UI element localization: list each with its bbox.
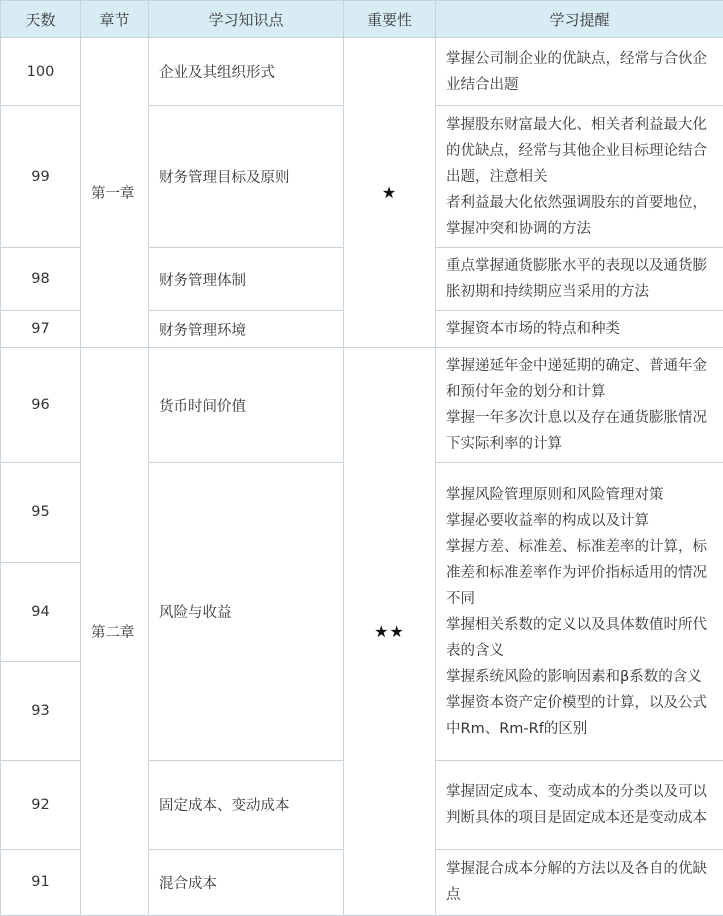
table-row	[1, 38, 723, 106]
tip-line: 掌握风险管理原则和风险管理对策	[446, 486, 664, 503]
tip-cell	[436, 38, 723, 106]
tip-cell	[436, 106, 723, 248]
tip-line: 掌握资本资产定价模型的计算，以及公式中Rm、Rm-Rf的区别	[446, 694, 707, 737]
day-cell: 96	[1, 348, 81, 463]
tip-cell	[436, 248, 723, 311]
day-cell: 92	[1, 760, 81, 849]
day-cell: 97	[1, 311, 81, 348]
day-cell: 98	[1, 248, 81, 311]
tip-line: 掌握资本市场的特点和种类	[446, 321, 620, 338]
day-cell: 95	[1, 463, 81, 562]
tip-line: 掌握固定成本、变动成本的分类以及可以判断具体的项目是固定成本还是变动成本	[446, 783, 707, 826]
topic-cell: 财务管理环境	[149, 311, 344, 348]
tip-cell	[436, 849, 723, 915]
topic-cell: 混合成本	[149, 849, 344, 915]
tip-cell	[436, 760, 723, 849]
day-cell: 99	[1, 106, 81, 248]
header-importance: 重要性	[344, 1, 436, 38]
tip-line: 掌握股东财富最大化、相关者利益最大化的优缺点，经常与其他企业目标理论结合出题，注意相关	[446, 116, 707, 185]
tip-line: 掌握公司制企业的优缺点，经常与合伙企业结合出题	[446, 50, 707, 93]
importance-cell: ★	[344, 38, 436, 348]
table-header-row	[1, 1, 723, 38]
tip-line: 掌握系统风险的影响因素和β系数的含义	[446, 668, 702, 685]
topic-cell: 固定成本、变动成本	[149, 760, 344, 849]
header-chapter: 章节	[81, 1, 149, 38]
tip-cell	[436, 348, 723, 463]
day-cell: 93	[1, 661, 81, 760]
topic-cell: 企业及其组织形式	[149, 38, 344, 106]
header-days: 天数	[1, 1, 81, 38]
day-cell: 100	[1, 38, 81, 106]
tip-line: 者利益最大化依然强调股东的首要地位，掌握冲突和协调的方法	[446, 194, 707, 237]
topic-cell: 财务管理体制	[149, 248, 344, 311]
topic-cell: 风险与收益	[149, 463, 344, 760]
chapter-cell: 第二章	[81, 348, 149, 916]
tip-line: 掌握混合成本分解的方法以及各自的优缺点	[446, 861, 707, 904]
header-topic: 学习知识点	[149, 1, 344, 38]
topic-cell: 财务管理目标及原则	[149, 106, 344, 248]
importance-cell: ★★	[344, 348, 436, 916]
tip-line: 掌握一年多次计息以及存在通货膨胀情况下实际利率的计算	[446, 410, 707, 453]
header-tips: 学习提醒	[436, 1, 723, 38]
tip-line: 掌握方差、标准差、标准差率的计算，标准差和标准差率作为评价指标适用的情况不同	[446, 538, 707, 607]
tip-line: 掌握相关系数的定义以及具体数值时所代表的含义	[446, 616, 707, 659]
chapter-cell: 第一章	[81, 38, 149, 348]
tip-line: 掌握必要收益率的构成以及计算	[446, 512, 649, 529]
tip-cell	[436, 311, 723, 348]
table-row	[1, 348, 723, 463]
day-cell: 94	[1, 562, 81, 661]
tip-cell	[436, 463, 723, 760]
topic-cell: 货币时间价值	[149, 348, 344, 463]
tip-line: 重点掌握通货膨胀水平的表现以及通货膨胀初期和持续期应当采用的方法	[446, 258, 707, 301]
day-cell: 91	[1, 849, 81, 915]
tip-line: 掌握递延年金中递延期的确定、普通年金和预付年金的划分和计算	[446, 358, 707, 401]
